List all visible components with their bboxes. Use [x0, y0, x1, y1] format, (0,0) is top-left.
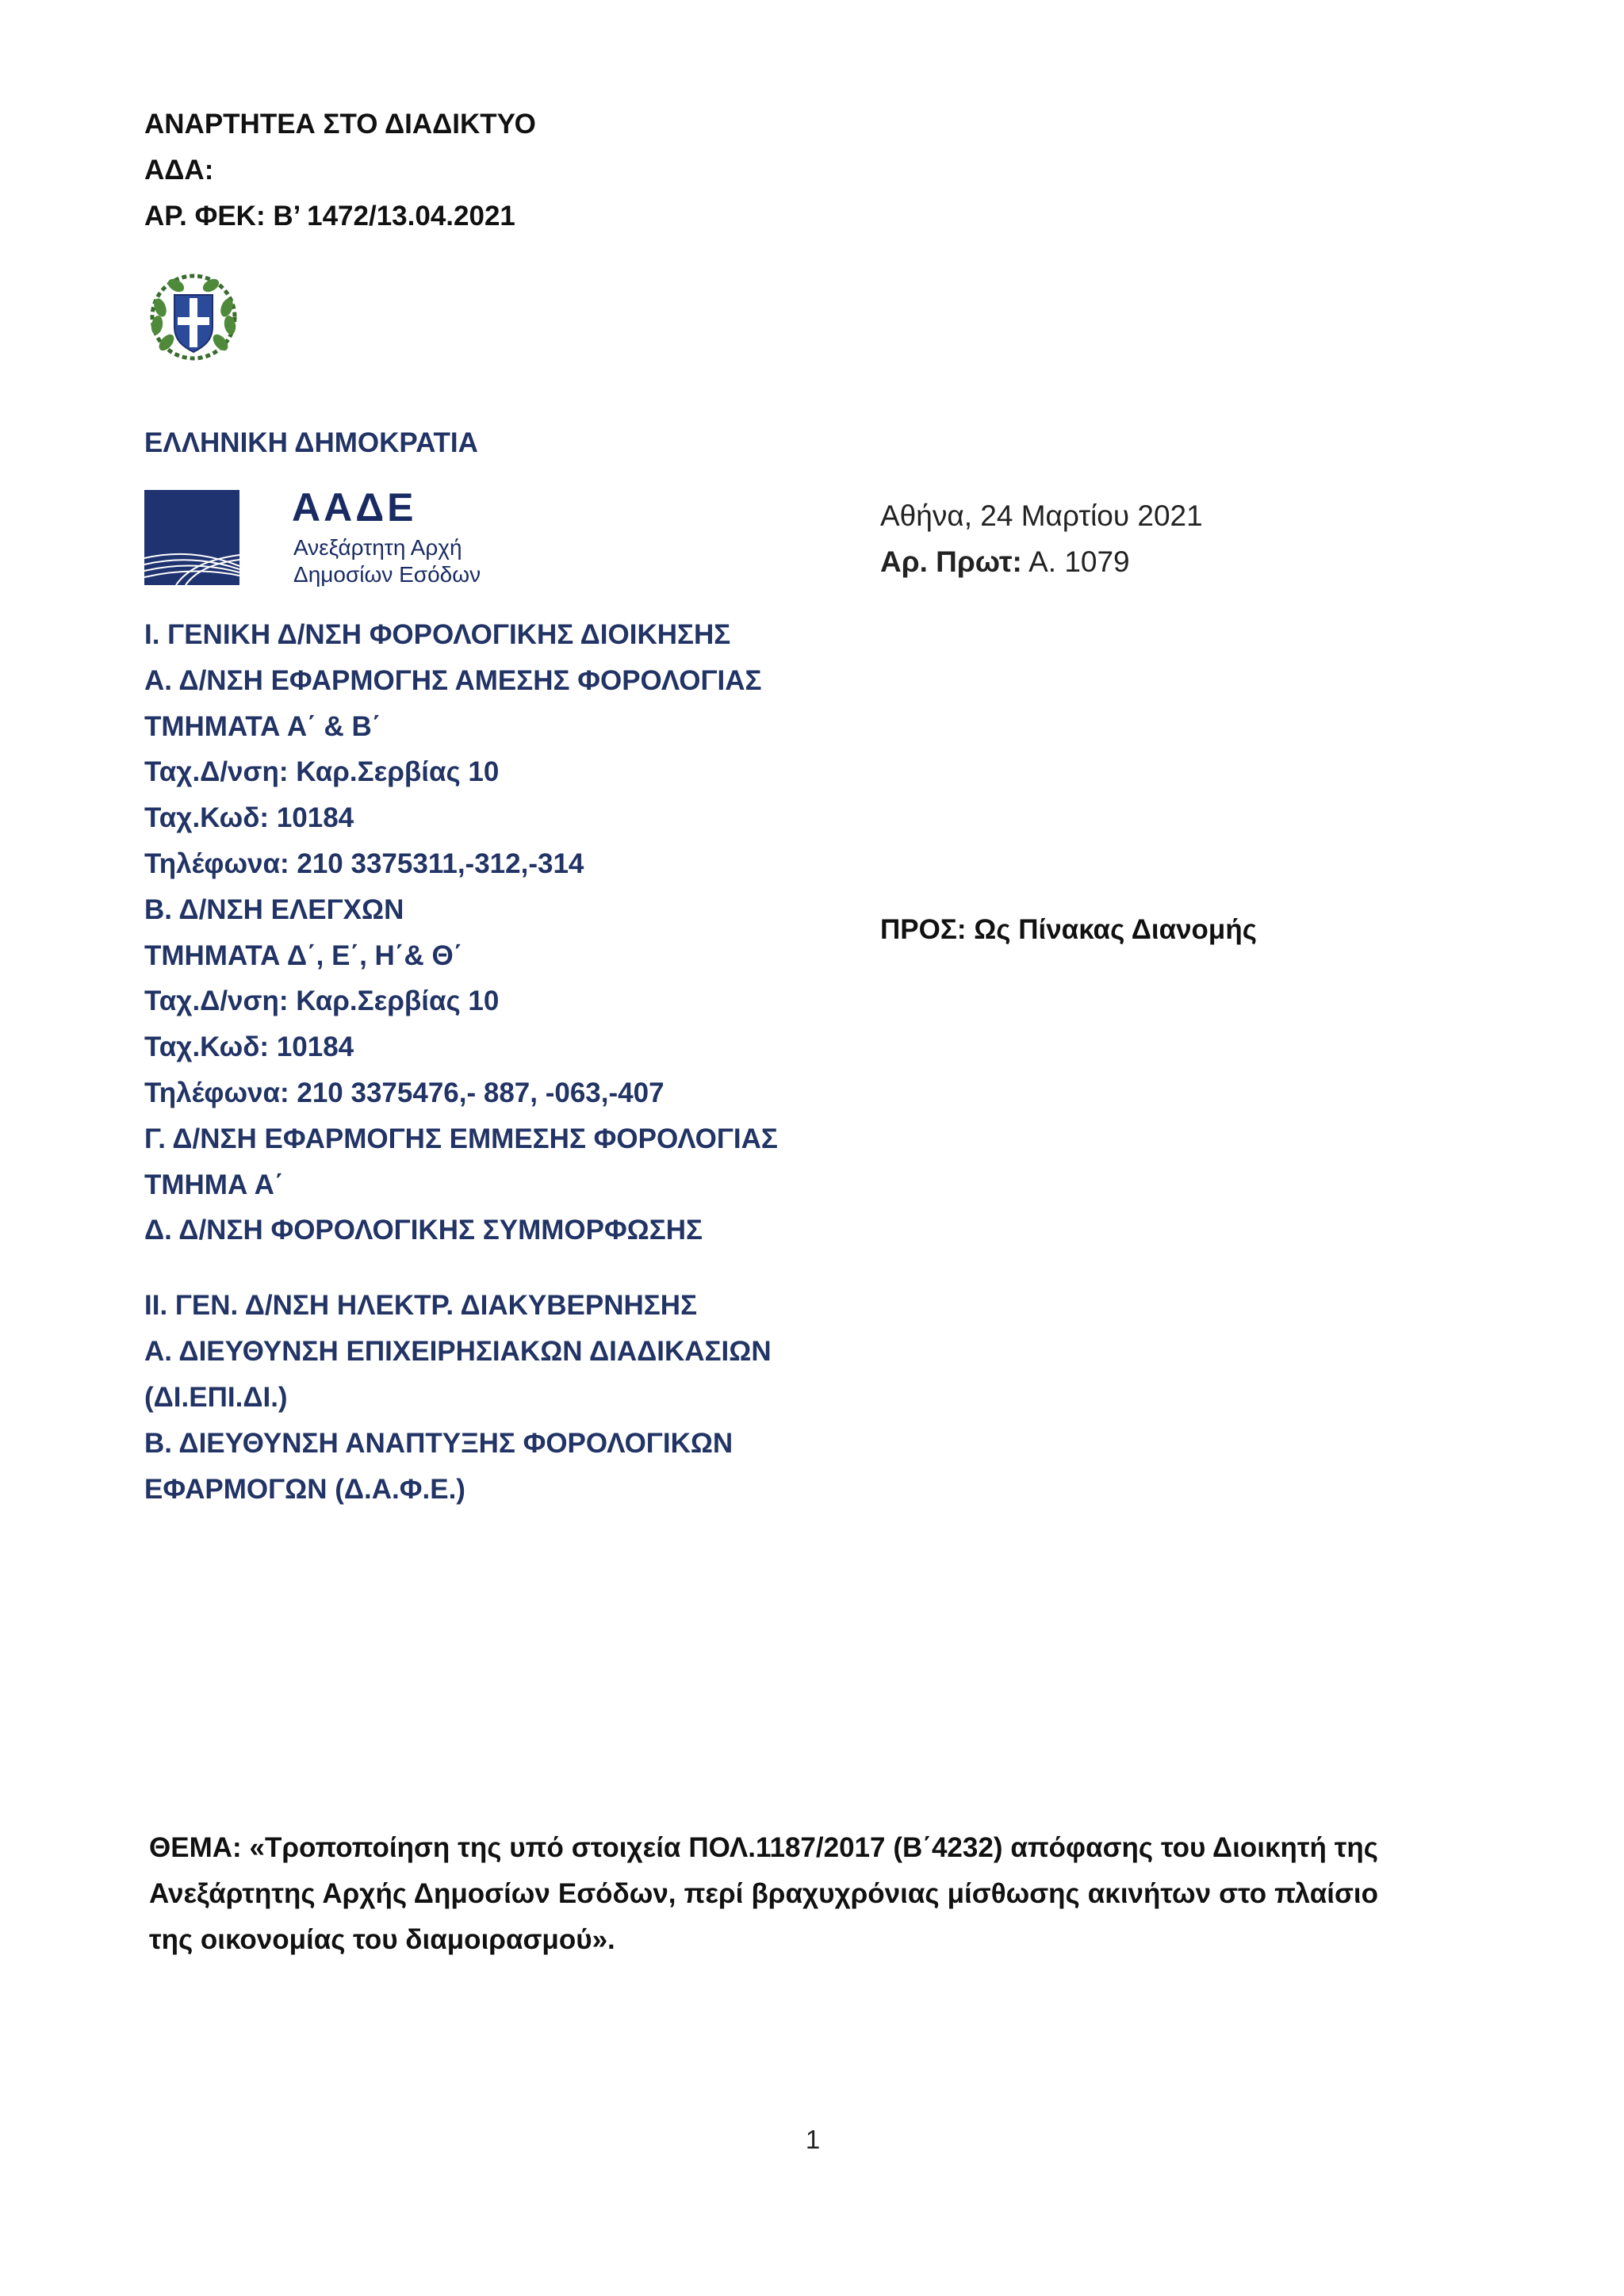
dept-line: ΤΜΗΜΑ Α΄: [144, 1169, 284, 1200]
dept-line: Ι. ΓΕΝΙΚΗ Δ/ΝΣΗ ΦΟΡΟΛΟΓΙΚΗΣ ΔΙΟΙΚΗΣΗΣ: [144, 619, 731, 650]
date-block: [880, 493, 1203, 585]
dept-line: Γ. Δ/ΝΣΗ ΕΦΑΡΜΟΓΗΣ ΕΜΜΕΣΗΣ ΦΟΡΟΛΟΓΙΑΣ: [144, 1123, 778, 1154]
aade-logo-subtitle-line1: Ανεξάρτητη Αρχή: [293, 535, 462, 560]
aade-logo-subtitle: [293, 534, 481, 588]
greek-coat-of-arms-icon: [144, 268, 243, 366]
dept2-line: (ΔΙ.ΕΠΙ.ΔΙ.): [144, 1382, 288, 1413]
protocol-label: Αρ. Πρωτ:: [880, 545, 1022, 578]
header-fek-line: ΑΡ. ΦΕΚ: Β’ 1472/13.04.2021: [144, 201, 515, 232]
page-number: 1: [805, 2125, 821, 2154]
dept-line: Ταχ.Κωδ: 10184: [144, 802, 354, 834]
protocol-number: [880, 539, 1203, 585]
dept2-line: ΕΦΑΡΜΟΓΩΝ (Δ.Α.Φ.Ε.): [144, 1474, 465, 1505]
departments-block: [144, 612, 778, 1253]
aade-logo-subtitle-line2: Δημοσίων Εσόδων: [293, 562, 481, 587]
aade-logo: [144, 484, 509, 595]
dept2-line: Β. ΔΙΕΥΘΥΝΣΗ ΑΝΑΠΤΥΞΗΣ ΦΟΡΟΛΟΓΙΚΩΝ: [144, 1428, 733, 1459]
aade-logo-mark-icon: [144, 490, 239, 585]
document-date: Αθήνα, 24 Μαρτίου 2021: [880, 499, 1203, 532]
dept-line: Τηλέφωνα: 210 3375311,-312,-314: [144, 848, 584, 879]
dept-line: ΤΜΗΜΑΤΑ Α΄ & Β΄: [144, 710, 381, 742]
dept-line: Α. Δ/ΝΣΗ ΕΦΑΡΜΟΓΗΣ ΑΜΕΣΗΣ ΦΟΡΟΛΟΓΙΑΣ: [144, 664, 762, 696]
hellenic-republic-heading: ΕΛΛΗΝΙΚΗ ΔΗΜΟΚΡΑΤΙΑ: [144, 427, 478, 458]
protocol-value: Α. 1079: [1021, 545, 1130, 578]
dept-line: ΤΜΗΜΑΤΑ Δ΄, Ε΄, Η΄& Θ΄: [144, 939, 463, 971]
aade-logo-title: ΑΑΔΕ: [292, 485, 417, 530]
departments-block-2: [144, 1283, 772, 1513]
dept2-line: Α. ΔΙΕΥΘΥΝΣΗ ΕΠΙΧΕΙΡΗΣΙΑΚΩΝ ΔΙΑΔΙΚΑΣΙΩΝ: [144, 1336, 772, 1367]
dept-line: Ταχ.Δ/νση: Καρ.Σερβίας 10: [144, 985, 500, 1017]
dept-line: Ταχ.Κωδ: 10184: [144, 1031, 354, 1063]
recipient-line: ΠΡΟΣ: Ως Πίνακας Διανομής: [880, 914, 1257, 945]
dept-line: Ταχ.Δ/νση: Καρ.Σερβίας 10: [144, 756, 500, 788]
header-posting-line: ΑΝΑΡΤΗΤΕΑ ΣΤΟ ΔΙΑΔΙΚΤΥΟ: [144, 109, 536, 140]
dept-line: Β. Δ/ΝΣΗ ΕΛΕΓΧΩΝ: [144, 894, 404, 925]
subject-paragraph: ΘΕΜΑ: «Τροποποίηση της υπό στοιχεία ΠΟΛ.1187/2017 (Β΄4232) απόφασης του Διοικητή της Ανεξάρτητης Αρχής Δημοσίων Εσόδων, περί βραχυχρόνιας μίσθωσης ακινήτων στο πλαίσιο της οικονομίας του διαμοιρασμού».: [149, 1832, 1378, 1955]
header-ada-line: ΑΔΑ:: [144, 155, 214, 186]
dept-line: Τηλέφωνα: 210 3375476,- 887, -063,-407: [144, 1077, 665, 1108]
dept-line: Δ. Δ/ΝΣΗ ΦΟΡΟΛΟΓΙΚΗΣ ΣΥΜΜΟΡΦΩΣΗΣ: [144, 1215, 703, 1246]
dept2-line: ΙΙ. ΓΕΝ. Δ/ΝΣΗ ΗΛΕΚΤΡ. ΔΙΑΚΥΒΕΡΝΗΣΗΣ: [144, 1290, 698, 1321]
header-block: [144, 101, 536, 239]
